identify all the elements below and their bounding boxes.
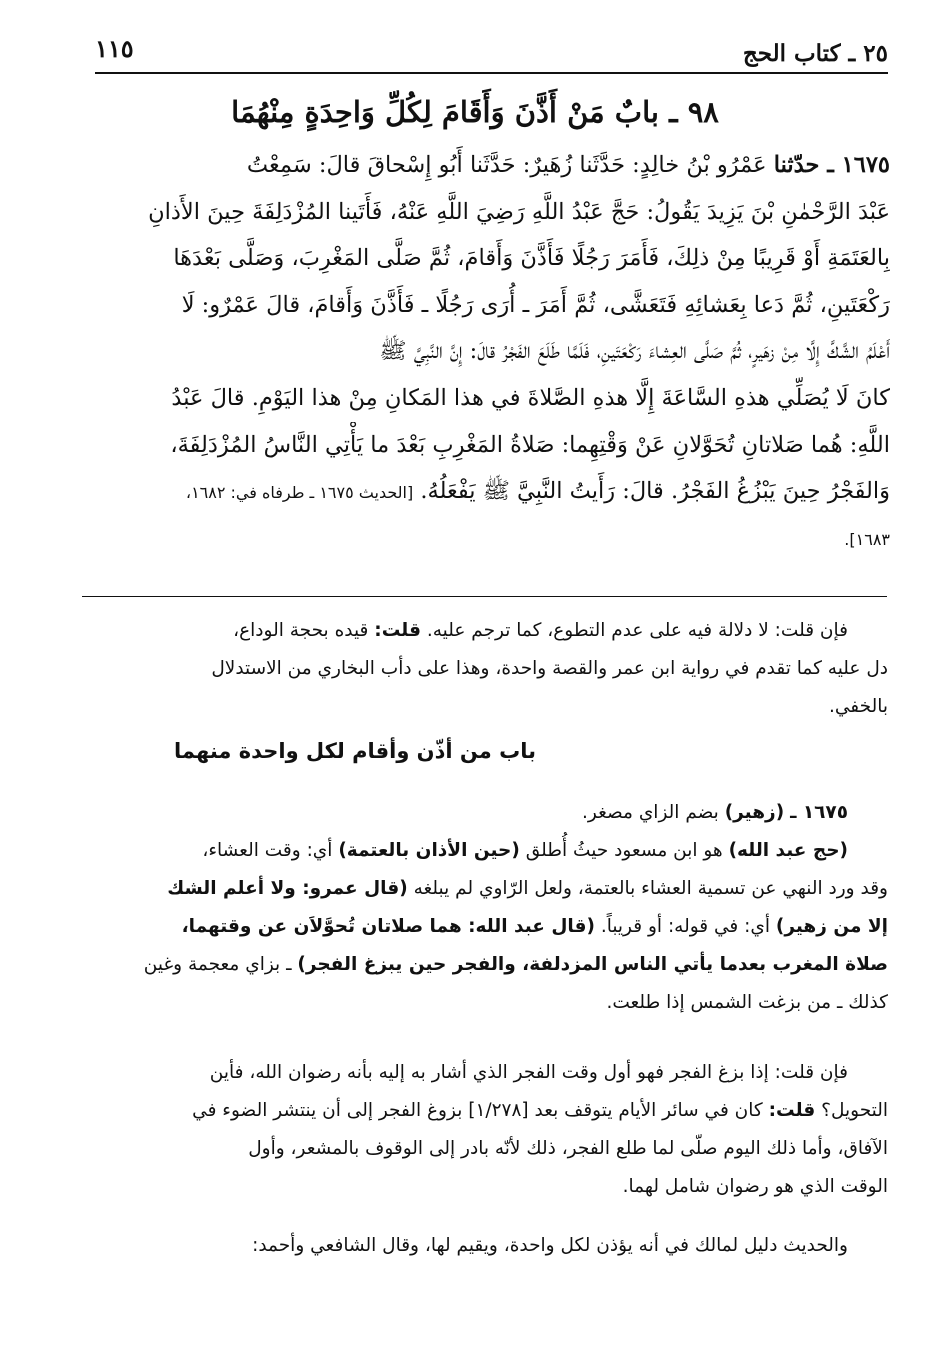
quoted-term: إلا من زهير) <box>775 916 888 937</box>
running-title: ٢٥ ـ كتاب الحج <box>742 40 888 67</box>
commentary-block <box>80 1227 888 1265</box>
hadith-line <box>80 515 890 562</box>
quoted-term: (حج عبد الله) <box>728 840 848 861</box>
hadith-line: أَعْلَمُ الشَّكَّ إِلَّا مِنْ زهَيرٍ، ثُمَّ صَلَّى العِشاءَ رَكْعَتَينِ، فَلَمَّا طَلَعَ الفَجْرُ قالَ: إِنَّ النَّبِيَّ ﷺ <box>379 338 890 365</box>
commentary-line <box>80 908 888 946</box>
commentary-text: ـ بزاي معجمة وغين <box>143 954 292 975</box>
hadith-line-text: وَالفَجْرُ حِينَ يَبْزُغُ الفَجْرُ. قالَ: رَأَيتُ النَّبِيَّ ﷺ يَفْعَلُهُ. <box>420 478 890 505</box>
hadith-line: اللَّهِ: هُما صَلاتانِ تُحَوَّلانِ عَنْ وَقْتِهِما: صَلاةُ المَغْرِبِ بَعْدَ ما يَأْتِي النَّاسُ المُزْدَلِفَةَ، <box>170 431 890 458</box>
hadith-line <box>80 468 890 515</box>
commentary-line: دل عليه كما تقدم في رواية ابن عمر والقصة واحدة، وهذا على دأب البخاري من الاستدلال <box>211 658 888 679</box>
commentary-block <box>80 794 888 1022</box>
commentary-text: أي: في قوله: أو قريباً. <box>600 916 771 937</box>
commentary-number: ١٦٧٥ ـ <box>790 802 848 823</box>
commentary-line: الآفاق، وأما ذلك اليوم صلّى لما طلع الفجر، ذلك لأنّه بادر إلى الوقوف بالمشعر، وأول <box>248 1138 888 1159</box>
section-heading-text: باب من أذّن وأقام لكل واحدة منهما <box>174 739 536 763</box>
page-number: ١١٥ <box>95 34 134 63</box>
quoted-term: صلاة المغرب بعدما يأتي الناس المزدلفة، والفجر حين يبزغ الفجر) <box>297 954 888 975</box>
commentary-line <box>80 612 888 650</box>
commentary-line <box>80 1092 888 1130</box>
hadith-reference-end: ١٦٨٣]. <box>844 529 890 549</box>
commentary-text: أي: وقت العشاء، <box>202 840 333 861</box>
hadith-line <box>80 142 890 189</box>
hadith-line-text: عَمْرُو بْنُ خالِدٍ: حَدَّثَنا زُهَيرٌ: حَدَّثَنا أَبُو إِسْحاقَ قالَ: سَمِعْتُ <box>246 152 767 178</box>
commentary-block <box>80 1054 888 1206</box>
page-header <box>95 30 888 74</box>
commentary-line: الوقت الذي هو رضوان شامل لهما. <box>622 1176 888 1197</box>
hadith-line: كانَ لَا يُصَلِّي هذهِ السَّاعَةَ إِلَّا هذهِ الصَّلاةَ في هذا المَكانِ مِنْ هذا اليَوْمِ. قالَ عَبْدُ <box>171 384 890 411</box>
hadith-reference: [الحديث ١٦٧٥ ـ طرفاه في: ١٦٨٢، <box>185 483 414 503</box>
hadith-line: رَكْعَتَينِ، ثُمَّ دَعا بِعَشائِهِ فَتَعَشَّى، ثُمَّ أَمَرَ ـ أُرَى رَجُلًا ـ فَأَذَّنَ وَأَقامَ، قالَ عَمْرٌو: لَا <box>181 291 890 318</box>
commentary-text: كان في سائر الأيام يتوقف بعد [١/٢٧٨] بزوغ الفجر إلى أن ينتشر الضوء في <box>192 1100 763 1121</box>
quoted-term: (حين الأذان بالعتمة) <box>338 840 520 861</box>
hadith-text <box>80 142 890 561</box>
quoted-term: (زهير) <box>724 802 785 823</box>
commentary-line <box>80 832 888 870</box>
quoted-term: (قال عمرو: ولا أعلم الشك <box>167 878 408 899</box>
commentary-text: قيده بحجة الوداع، <box>233 620 369 641</box>
hadith-line: بِالعَتَمَةِ أَوْ قَرِيبًا مِنْ ذلِكَ، فَأَمَرَ رَجُلًا فَأَذَّنَ وَأَقامَ، ثُمَّ صَلَّى المَغْرِبَ، وَصَلَّى بَعْدَهَا <box>173 245 890 272</box>
commentary-intro <box>80 612 888 726</box>
commentary-text: فإن قلت: لا دلالة فيه على عدم التطوع، كما ترجم عليه. <box>426 620 848 641</box>
commentary-line: والحديث دليل لمالك في أنه يؤذن لكل واحدة، ويقيم لها، وقال الشافعي وأحمد: <box>252 1235 848 1256</box>
commentary-line <box>80 870 888 908</box>
quoted-term: (قال عبد الله: هما صلاتان تُحوَّلاَن عن وقتهما، <box>181 916 595 937</box>
qult-label: قلت: <box>768 1100 816 1121</box>
commentary-text: بضم الزاي مصغر. <box>581 802 719 823</box>
commentary-line: كذلك ـ من بزغت الشمس إذا طلعت. <box>606 992 888 1013</box>
chapter-title: ٩٨ ـ بابٌ مَنْ أَذَّنَ وَأَقَامَ لِكُلِّ وَاحِدَةٍ مِنْهُمَا <box>231 95 719 129</box>
commentary-text: هو ابن مسعود حيثُ أُطلق <box>525 840 723 861</box>
commentary-line <box>80 946 888 984</box>
commentary-text: وقد ورد النهي عن تسمية العشاء بالعتمة، ولعل الرّاوي لم يبلغه <box>413 878 888 899</box>
commentary-line <box>80 794 888 832</box>
commentary-line: بالخفي. <box>828 696 888 717</box>
section-heading <box>60 739 890 763</box>
hadith-line: عَبْدَ الرَّحْمٰنِ بْنَ يَزِيدَ يَقُولُ: حَجَّ عَبْدُ اللَّهِ رَضِيَ اللَّهِ عَنْهُ، فَأَتَينا المُزْدَلِفَةَ حِينَ الأَذانِ <box>148 198 890 225</box>
footnote-divider <box>82 596 887 597</box>
qult-label: قلت: <box>374 620 421 641</box>
hadith-number: ١٦٧٥ ـ حدّثنا <box>773 152 890 178</box>
commentary-text: التحويل؟ <box>821 1100 888 1121</box>
commentary-line: فإن قلت: إذا بزغ الفجر فهو أول وقت الفجر الذي أشار به إليه بأنه رضوان الله، فأين <box>209 1062 848 1083</box>
